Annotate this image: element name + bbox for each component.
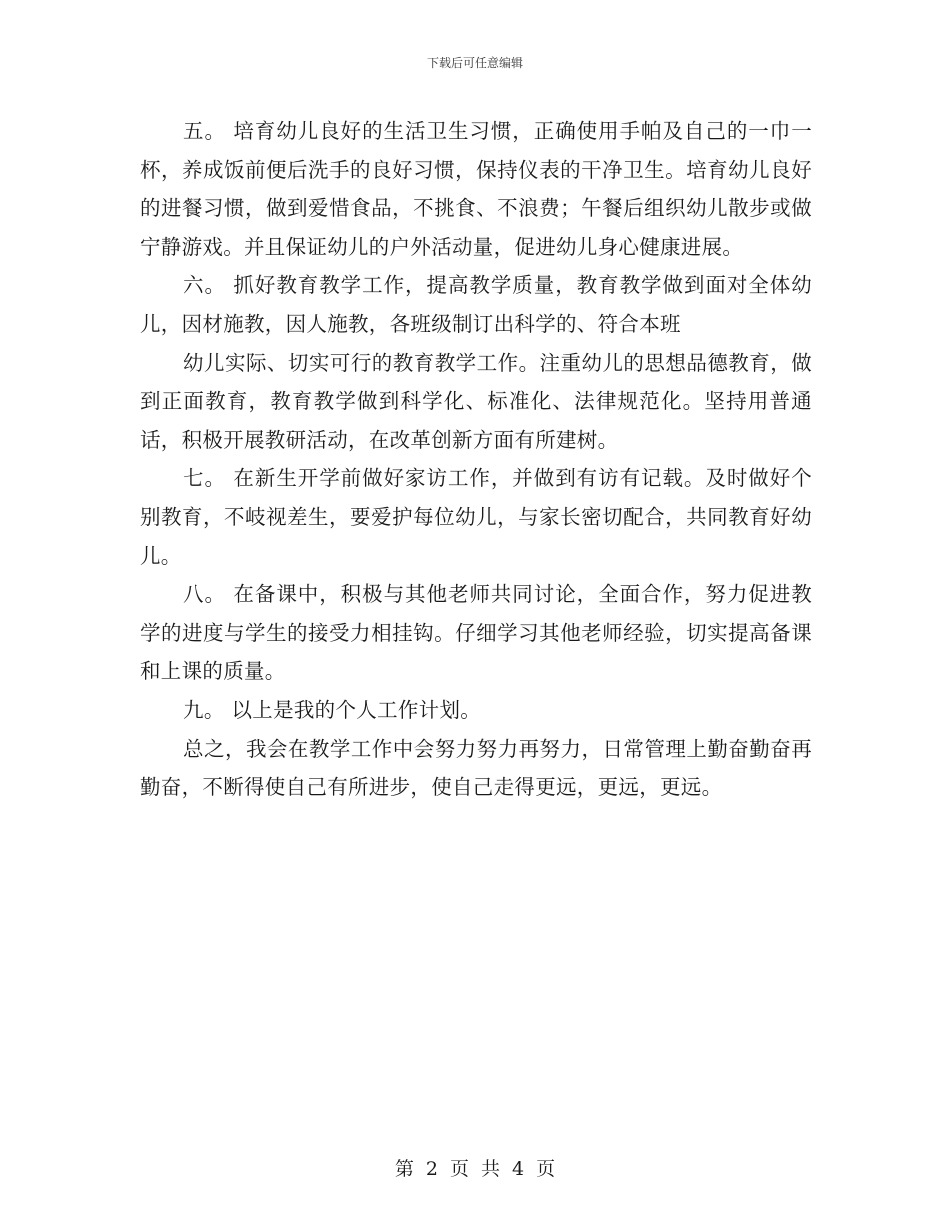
- paragraph-five: 五。 培育幼儿良好的生活卫生习惯，正确使用手帕及自己的一巾一杯，养成饭前便后洗手的良好习惯，保持仪表的干净卫生。培育幼儿良好的进餐习惯，做到爱惜食品，不挑食、不浪费；午餐后组织幼儿散步或做宁静游戏。并且保证幼儿的户外活动量，促进幼儿身心健康进展。: [140, 119, 812, 259]
- page-header-note: 下载后可任意编辑: [426, 56, 523, 70]
- paragraph-summary: 总之，我会在教学工作中会努力努力再努力，日常管理上勤奋勤奋再勤奋，不断得使自己有所进步，使自己走得更远，更远，更远。: [140, 736, 812, 800]
- paragraph-six: 六。 抓好教育教学工作，提高教学质量，教育教学做到面对全体幼儿，因材施教，因人施教，各班级制订出科学的、符合本班: [140, 273, 812, 336]
- page-number-footer: 第 2 页 共 4 页: [394, 1158, 556, 1180]
- paragraph-eight: 八。 在备课中，积极与其他老师共同讨论，全面合作，努力促进教学的进度与学生的接受力相挂钩。仔细学习其他老师经验，切实提高备课和上课的质量。: [140, 582, 812, 684]
- paragraph-six-continued: 幼儿实际、切实可行的教育教学工作。注重幼儿的思想品德教育，做到正面教育，教育教学做到科学化、标准化、法律规范化。坚持用普通话，积极开展教研活动，在改革创新方面有所建树。: [140, 350, 812, 452]
- paragraph-nine: 九。 以上是我的个人工作计划。: [183, 697, 482, 722]
- document-body: [140, 112, 812, 807]
- paragraph-seven: 七。 在新生开学前做好家访工作，并做到有访有记载。及时做好个别教育，不岐视差生，要爱护每位幼儿，与家长密切配合，共同教育好幼儿。: [140, 466, 812, 568]
